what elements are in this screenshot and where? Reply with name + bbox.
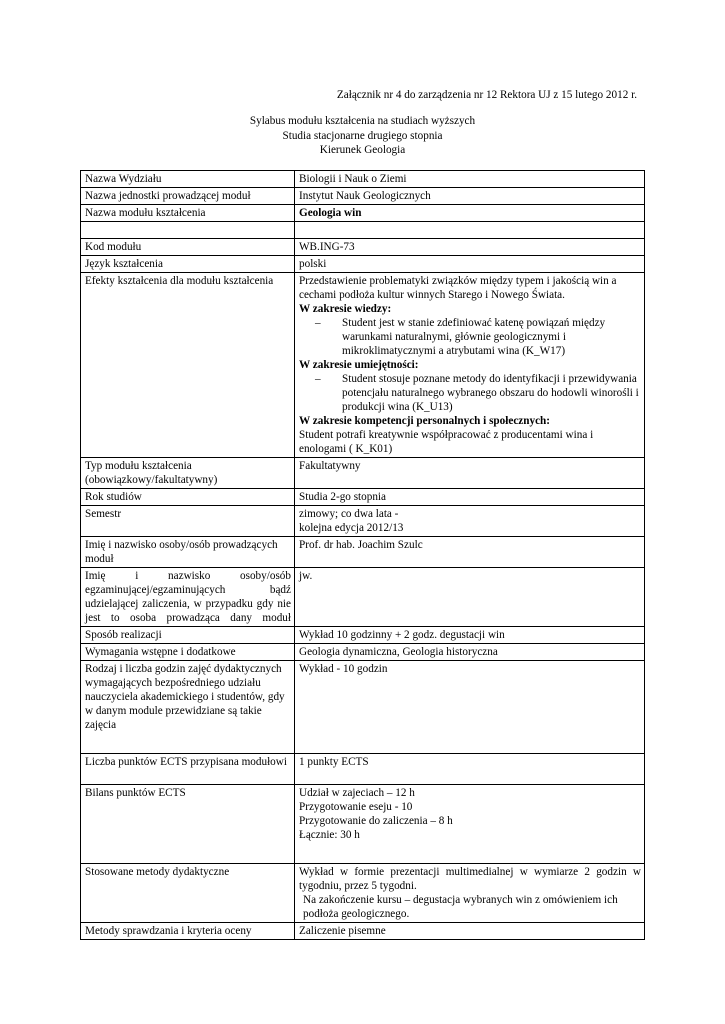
ects-line: Przygotowanie do zaliczenia – 8 h [299,815,453,827]
value-type: Fakultatywny [295,458,645,489]
competence-text: Student potrafi kreatywnie współpracować z producentami wina i enologami ( K_K01) [299,429,594,455]
label-faculty: Nazwa Wydziału [81,171,295,188]
table-row [81,754,645,785]
label-year: Rok studiów [81,489,295,506]
value-assessment: Zaliczenie pisemne [295,923,645,940]
table-row [81,785,645,864]
table-row [81,239,645,256]
label-hours: Rodzaj i liczba godzin zajęć dydaktycznych wymagających bezpośredniego udziału nauczyciela akademickiego i studentów, gdy w danym module przewidziane są takie zajęcia [81,661,295,754]
knowledge-item: Student jest w stanie zdefiniować katenę powiązań między warunkami naturalnymi, głównie geologicznymi i mikroklimatycznymi a atrybutami wina (K_W17) [342,317,606,357]
value-ects-balance [295,785,645,864]
label-semester: Semestr [81,506,295,537]
didactic-text-1: Wykład w formie prezentacji multimedialnej w wymiarze 2 godzin w tygodniu, przez 5 tygodni. [299,866,641,892]
table-row [81,537,645,568]
label-type: Typ modułu kształcenia (obowiązkowy/fakultatywny) [81,458,295,489]
dash-marker: – [315,317,321,329]
value-unit: Instytut Nauk Geologicznych [295,188,645,205]
table-row-empty [81,222,645,239]
heading-line-3: Kierunek Geologia [319,144,406,156]
value-year: Studia 2-go stopnia [295,489,645,506]
table-row [81,864,645,923]
table-row [81,923,645,940]
skills-item: Student stosuje poznane metody do identyfikacji i przewidywania potencjału naturalnego wybranego obszaru do hodowli winorośli i produkcji wina (K_U13) [342,373,639,413]
table-row [81,627,645,644]
table-row [81,489,645,506]
label-assessment: Metody sprawdzania i kryteria oceny [81,923,295,940]
table-row [81,568,645,627]
value-didactic [295,864,645,923]
table-row [81,256,645,273]
value-code: WB.ING-73 [295,239,645,256]
competence-heading: W zakresie kompetencji personalnych i społecznych: [299,415,550,427]
value-hours: Wykład - 10 godzin [295,661,645,754]
value-faculty: Biologii i Nauk o Ziemi [295,171,645,188]
label-prerequisites: Wymagania wstępne i dodatkowe [81,644,295,661]
heading-line-1: Sylabus modułu kształcenia na studiach wyższych [249,115,476,127]
label-didactic: Stosowane metody dydaktyczne [81,864,295,923]
skills-heading: W zakresie umiejętności: [299,359,419,371]
table-row [81,644,645,661]
table-row [81,506,645,537]
label-code: Kod modułu [81,239,295,256]
table-row [81,171,645,188]
table-row [81,661,645,754]
ects-line: Przygotowanie eseju - 10 [299,801,413,813]
value-semester [295,506,645,537]
label-module-name: Nazwa modułu kształcenia [81,205,295,222]
empty-cell [295,222,645,239]
value-lecturer: Prof. dr hab. Joachim Szulc [295,537,645,568]
ects-line: Udział w zajeciach – 12 h [299,787,415,799]
annex-note: Załącznik nr 4 do zarządzenia nr 12 Rektora UJ z 15 lutego 2012 r. [336,89,637,101]
value-language: polski [295,256,645,273]
label-ects-balance: Bilans punktów ECTS [81,785,295,864]
table-row [81,458,645,489]
ects-line: Łącznie: 30 h [299,829,360,841]
label-ects: Liczba punktów ECTS przypisana modułowi [81,754,295,785]
semester-line-1: zimowy; co dwa lata - [299,508,399,520]
value-examiner: jw. [295,568,645,627]
document-heading [80,114,645,158]
knowledge-list [299,316,641,358]
table-row [81,205,645,222]
label-examiner [81,568,295,627]
value-ects: 1 punkty ECTS [295,754,645,785]
value-outcomes [295,273,645,458]
outcomes-intro: Przedstawienie problematyki związków między typem i jakością win a cechami podłoża kultur winnych Starego i Nowego Świata. [299,275,617,301]
list-item [299,372,641,414]
label-method: Sposób realizacji [81,627,295,644]
knowledge-heading: W zakresie wiedzy: [299,303,392,315]
value-prerequisites: Geologia dynamiczna, Geologia historyczna [295,644,645,661]
value-module-name: Geologia win [295,205,645,222]
table-row [81,188,645,205]
skills-list [299,372,641,414]
label-language: Język kształcenia [81,256,295,273]
label-outcomes: Efekty kształcenia dla modułu kształcenia [81,273,295,458]
label-unit: Nazwa jednostki prowadzącej moduł [81,188,295,205]
list-item [299,316,641,358]
semester-line-2: kolejna edycja 2012/13 [299,522,404,534]
value-method: Wykład 10 godzinny + 2 godz. degustacji win [295,627,645,644]
label-lecturer: Imię i nazwisko osoby/osób prowadzących moduł [81,537,295,568]
examiner-label-text: Imię i nazwisko osoby/osób egzaminującej/egzaminujących bądź udzielającej zaliczenia, w przypadku gdy nie jest to osoba prowadząca dany moduł [85,570,291,624]
heading-line-2: Studia stacjonarne drugiego stopnia [282,129,443,142]
syllabus-table [80,170,645,940]
table-row [81,273,645,458]
didactic-text-2: Na zakończenie kursu – degustacja wybranych win z omówieniem ich podłoża geologicznego. [303,894,618,920]
empty-cell [81,222,295,239]
dash-marker: – [315,373,321,385]
